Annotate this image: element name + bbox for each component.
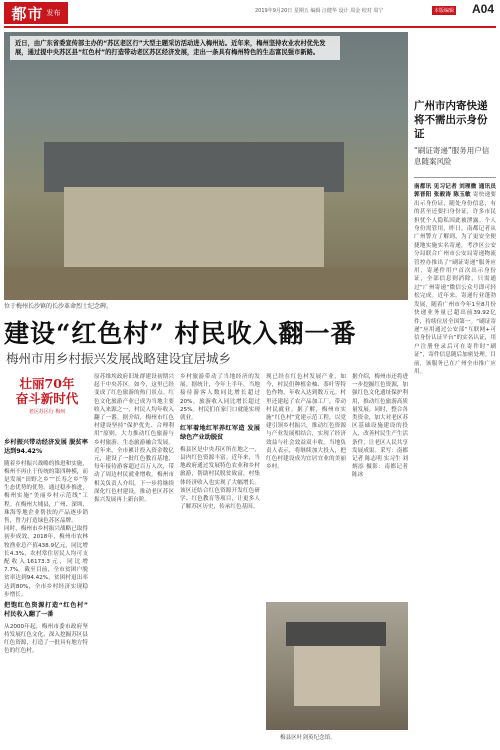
series-badge bbox=[4, 372, 90, 432]
photo-overlay-caption: 近日，由广东省委宣传部主办的“苏区老区行”大型主题采访活动进入梅州站。近年来，梅州坚持农业农村优先发展，通过提中央苏区县“红色村”的打造带动老区苏区经济发展，走出一条具有梅州特色的生态富民强市新路。 bbox=[10, 36, 340, 60]
article-title: 建设“红色村” 村民收入翻一番 bbox=[4, 319, 357, 348]
article-column-3 bbox=[180, 373, 260, 511]
side-article-header bbox=[414, 99, 496, 167]
column-paragraph: 乡村旅游带动了当地经济的发展。据统计，今年上半年，当地接待游客人数同比增长超过20%，旅游收入同比增长超过25%。村民们在家门口就能实现就业。 bbox=[180, 374, 260, 422]
side-headline: 广州市内寄快递将不需出示身份证 bbox=[414, 100, 488, 140]
side-text: 寄快递要出示身份证，随处身份信息，有的甚至还要扫身份证，许多市民担忧个人隐私因此被泄露。个人身份需管用，昨日，南都记者从广州警方了解到，为了更安全便捷地实施实名寄递，考沙区公安分局联合广州市公安局寄递物流管控办推出了“刷证寄递”服务应用，寄递件用户首次出示身份证，全部信息则消除，只需通过“广州寄递”微信公众号即可轻松完成。近年来，寄递行业蓬勃发展，随着广州市今年1至8月份快递业务量已超出前39.92亿件，持续位居全国第一。“刷证寄递”应用通过公安部“互联网+可信身份认证平台”的实名认证，用户注册登录后可在寄件时“刷证”，寄件信息随后加密处理。目前，该服务已在广州全市推广应用。 bbox=[414, 192, 496, 375]
editor-tag: 本版编辑 bbox=[434, 8, 455, 14]
badge-line-1: 壮丽70年 bbox=[19, 376, 75, 391]
memorial-roof bbox=[286, 622, 386, 646]
article-column-5 bbox=[352, 373, 408, 480]
side-divider bbox=[414, 177, 496, 178]
memorial-wall bbox=[294, 646, 380, 706]
column-paragraph: 原苏维埃政府旧址群建设初期兴起于中央苏区。如今，这里已经变成了红色旅游的热门景点。红色文化旅游产业已成为当地主要收入来源之一，村民人均年收入翻了一番。据介绍，梅州市红色村建设坚持“保护优先、合理利用”原则，大力推动红色旅游与乡村旅游、生态旅游融合发展。近年来，全市累计投入资金数亿元，建设了一批红色教育基地，每年接待游客超过百万人次，带动了周边村民就业增收。梅州市相关负责人介绍，下一步将继续深化红色村建设，推动老区苏区振兴发展再上新台阶。 bbox=[94, 374, 174, 504]
page-number: A04 bbox=[472, 2, 495, 16]
article-column-2 bbox=[94, 373, 174, 504]
side-byline: 南都讯 见习记者 刘理微 通讯员郭晋阳 张毅涛 陈玉敏 bbox=[414, 184, 496, 199]
article-column-4 bbox=[266, 373, 346, 471]
column-subheading: 乡村振兴带动经济发展 脱贫率达到94.42% bbox=[4, 439, 88, 455]
article-column-1 bbox=[4, 436, 88, 655]
masthead bbox=[0, 0, 500, 26]
main-photo-caption: 位于梅州长沙镇的长沙革命烈士纪念碑。 bbox=[4, 303, 113, 310]
section-name: 都市 bbox=[11, 4, 44, 23]
badge-line-3: 老区苏区行 梅州 bbox=[28, 409, 66, 415]
side-article-body bbox=[414, 183, 496, 376]
building-roof bbox=[44, 142, 344, 192]
column-subheading: 把饱红色资源打造“红色村” 村民收入翻了一番 bbox=[4, 602, 88, 618]
badge-line-2: 奋斗新时代 bbox=[15, 391, 79, 406]
ground bbox=[4, 267, 408, 300]
memorial-photo bbox=[266, 602, 408, 730]
main-photo bbox=[4, 32, 408, 300]
article-subtitle: 梅州市用乡村振兴发展战略建设宜居城乡 bbox=[6, 351, 232, 366]
top-rule bbox=[4, 26, 496, 28]
column-paragraph: 梅县区是中央苏区所在地之一，县内红色资源丰富。近年来，当地政府通过发展特色农业和乡村旅游，帮助村民脱贫致富，村集体经济收入也实现了大幅增长。该区还结合红色资源开发红色研学、红色教育等项目，让更多人了解苏区历史，传承红色基因。 bbox=[180, 446, 260, 511]
column-paragraph: 现已经在红色村发展产业，如今，村民们种植金柚、茶叶等特色作物，年收入达到数万元。村里还建起了农产品加工厂，带动村民就业。据了解，梅州市实施“红色村”党建示范工程，以党建引领乡村振兴，推动红色资源与产业发展相结合，实现了经济效益与社会效益双丰收。当地负责人表示，将继续加大投入，把红色村建设成为宜居宜业的美丽乡村。 bbox=[266, 374, 346, 471]
section-tag: 发布 bbox=[46, 9, 61, 17]
section-logo bbox=[4, 2, 68, 24]
column-paragraph: 同时，梅州市乡村振兴战略已取得初步成效。2018年，梅州市农林牧渔业总产值438.9亿元，同比增长4.3%，农村常住居民人均可支配收入16173.3元，同比增7.7%。截至目前，全市贫困户脱贫率达到94.42%，贫困村退出率达到80%，全市乡村经济实现稳步增长。 bbox=[4, 526, 88, 598]
building-wall bbox=[64, 187, 324, 267]
column-paragraph: 随着乡村振兴战略的推进和实施，梅州不再止于传统的第四种模，而是发展“田野之乡”“长寿之乡”等生态优势的优势。通过稳步推进，梅州实施“美丽乡村示范线”工程。在梅州大埔县，广州、深圳、珠海等地企业帮扶的产品逐步销售，曾力打造绿色苏区品牌。 bbox=[4, 460, 88, 525]
side-subhead: “刷证寄递”服务用户信息随案风险 bbox=[414, 146, 490, 166]
column-paragraph: 据介绍，梅州市还将进一步挖掘红色资源，加强红色文化遗址保护利用，推动红色旅游高质量发展。同时，整合各类资金，加大对老区苏区基础设施建设的投入，改善村民生产生活条件，让老区人民共享发展成果。采写：南都记者 陈志明 实习生 刘炳添 摄影：南都记者 陈冰 bbox=[352, 374, 408, 479]
column-paragraph: 从2000年起，梅州市委市政府坚持发展红色文化，深入挖掘苏区县红色资源，打造了一批具有地方特色的红色村。 bbox=[4, 623, 88, 655]
date-line: 2019年9月20日 星期五 编辑 汪健华 设计 周金 校对 周宁 bbox=[255, 8, 384, 14]
memorial-photo-caption: 梅县区叶剑英纪念馆。 bbox=[280, 735, 336, 741]
column-subheading: 红军着地红军养红军造 发展绿色产业助脱贫 bbox=[180, 425, 260, 442]
